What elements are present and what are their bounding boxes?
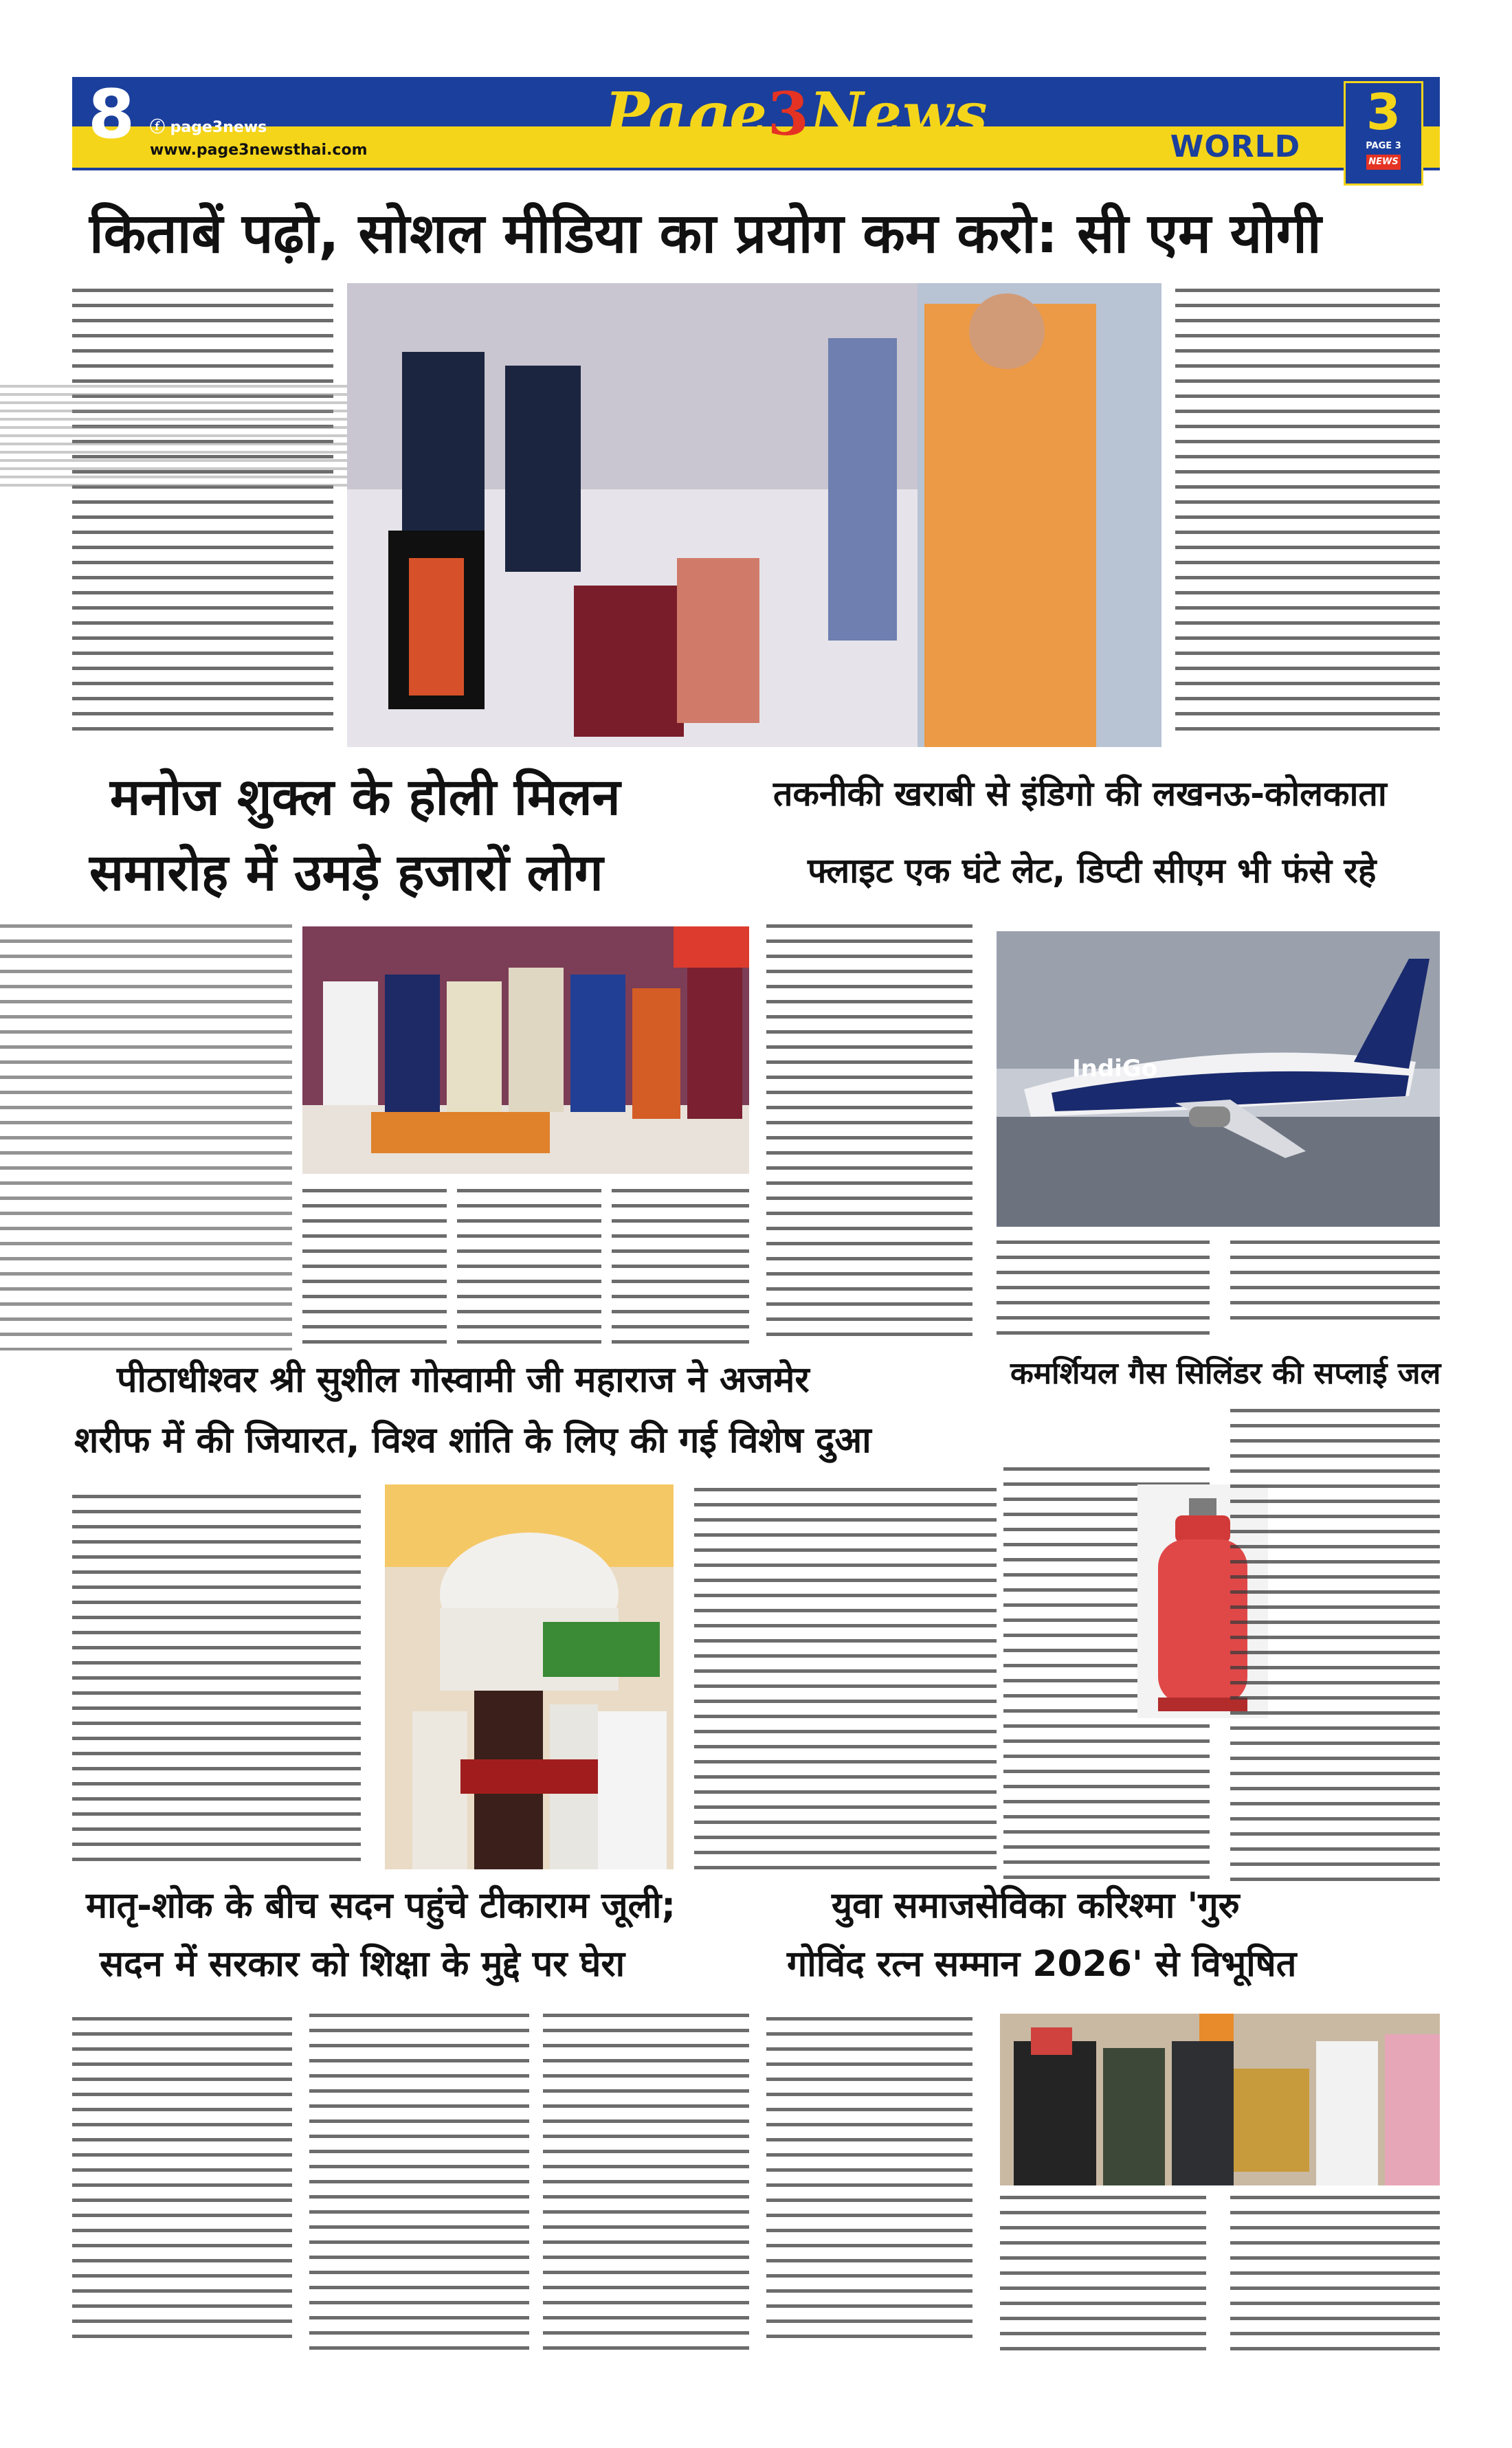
lead-headline[interactable]: किताबें पढ़ो, सोशल मीडिया का प्रयोग कम करो: सी एम योगी [89, 201, 1322, 265]
lead-text-right [1175, 289, 1440, 735]
indigo-photo [997, 931, 1440, 1227]
ajmer-headline-2[interactable]: शरीफ में की जियारत, विश्व शांति के लिए की गई विशेष दुआ [74, 1420, 871, 1461]
brand-number: 3 [767, 80, 810, 149]
brand-right: News [809, 80, 988, 149]
karishma-photo [1000, 2014, 1440, 2185]
holi-text-col-4 [612, 1189, 749, 1347]
ajmer-text-col-2 [694, 1488, 997, 1869]
karishma-text-col-1 [766, 2017, 972, 2347]
indigo-text-col-2 [997, 1240, 1210, 1344]
page3-logo-icon [1344, 81, 1423, 186]
lead-text-left [72, 289, 333, 735]
page-number: 8 [88, 76, 135, 154]
ajmer-text-col-1 [72, 1495, 361, 1866]
holi-headline-1[interactable]: मनोज शुक्ल के होली मिलन [110, 768, 621, 827]
indigo-headline-1[interactable]: तकनीकी खराबी से इंडिगो की लखनऊ-कोलकाता [773, 774, 1387, 814]
holi-text-col-3 [457, 1189, 601, 1347]
indigo-text-col-1 [766, 924, 972, 1344]
holi-text-col-2 [302, 1189, 447, 1347]
karishma-text-col-2 [1000, 2196, 1206, 2350]
tikaram-headline-1[interactable]: मातृ-शोक के बीच सदन पहुंचे टीकाराम जूली; [86, 1885, 676, 1926]
tikaram-text-col-3 [543, 2014, 749, 2350]
karishma-text-col-3 [1230, 2196, 1440, 2350]
holi-text-col-1 [0, 924, 292, 1350]
brand-logo [605, 80, 988, 149]
karishma-headline-1[interactable]: युवा समाजसेविका करिश्मा 'गुरु [832, 1885, 1240, 1926]
facebook-icon: ⓕ [150, 119, 170, 136]
holi-headline-2[interactable]: समारोह में उमड़े हजारों लोग [89, 843, 603, 902]
indigo-text-col-3 [1230, 1240, 1440, 1323]
cylinder-headline[interactable]: कमर्शियल गैस सिलिंडर की सप्लाई जल [1010, 1356, 1441, 1391]
lead-photo [347, 283, 1161, 747]
logo-tag: NEWS [1366, 155, 1401, 170]
indigo-livery-label: IndiGo [1072, 1055, 1158, 1082]
holi-photo [302, 926, 749, 1174]
website-link[interactable]: www.page3newsthai.com [150, 142, 368, 159]
tikaram-text-col-2 [309, 2014, 529, 2350]
brand-left: Page [605, 80, 768, 149]
masthead-rule [72, 168, 1440, 170]
section-label: WORLD [1141, 126, 1330, 168]
indigo-headline-2[interactable]: फ्लाइट एक घंटे लेट, डिप्टी सीएम भी फंसे रहे [808, 851, 1377, 891]
social-handle[interactable] [150, 115, 267, 137]
tikaram-headline-2[interactable]: सदन में सरकार को शिक्षा के मुद्दे पर घेरा [100, 1944, 625, 1985]
karishma-headline-2[interactable]: गोविंद रत्न सम्मान 2026' से विभूषित [787, 1944, 1297, 1985]
ajmer-headline-1[interactable]: पीठाधीश्वर श्री सुशील गोस्वामी जी महाराज ने अजमेर [117, 1359, 810, 1401]
tikaram-text-col-1 [72, 2017, 292, 2347]
ajmer-photo [385, 1484, 674, 1869]
cylinder-text-col-2 [1230, 1409, 1440, 1883]
logo-sub: PAGE 3 [1366, 141, 1401, 151]
logo-number: 3 [1366, 83, 1401, 141]
social-handle-text: page3news [170, 119, 267, 136]
